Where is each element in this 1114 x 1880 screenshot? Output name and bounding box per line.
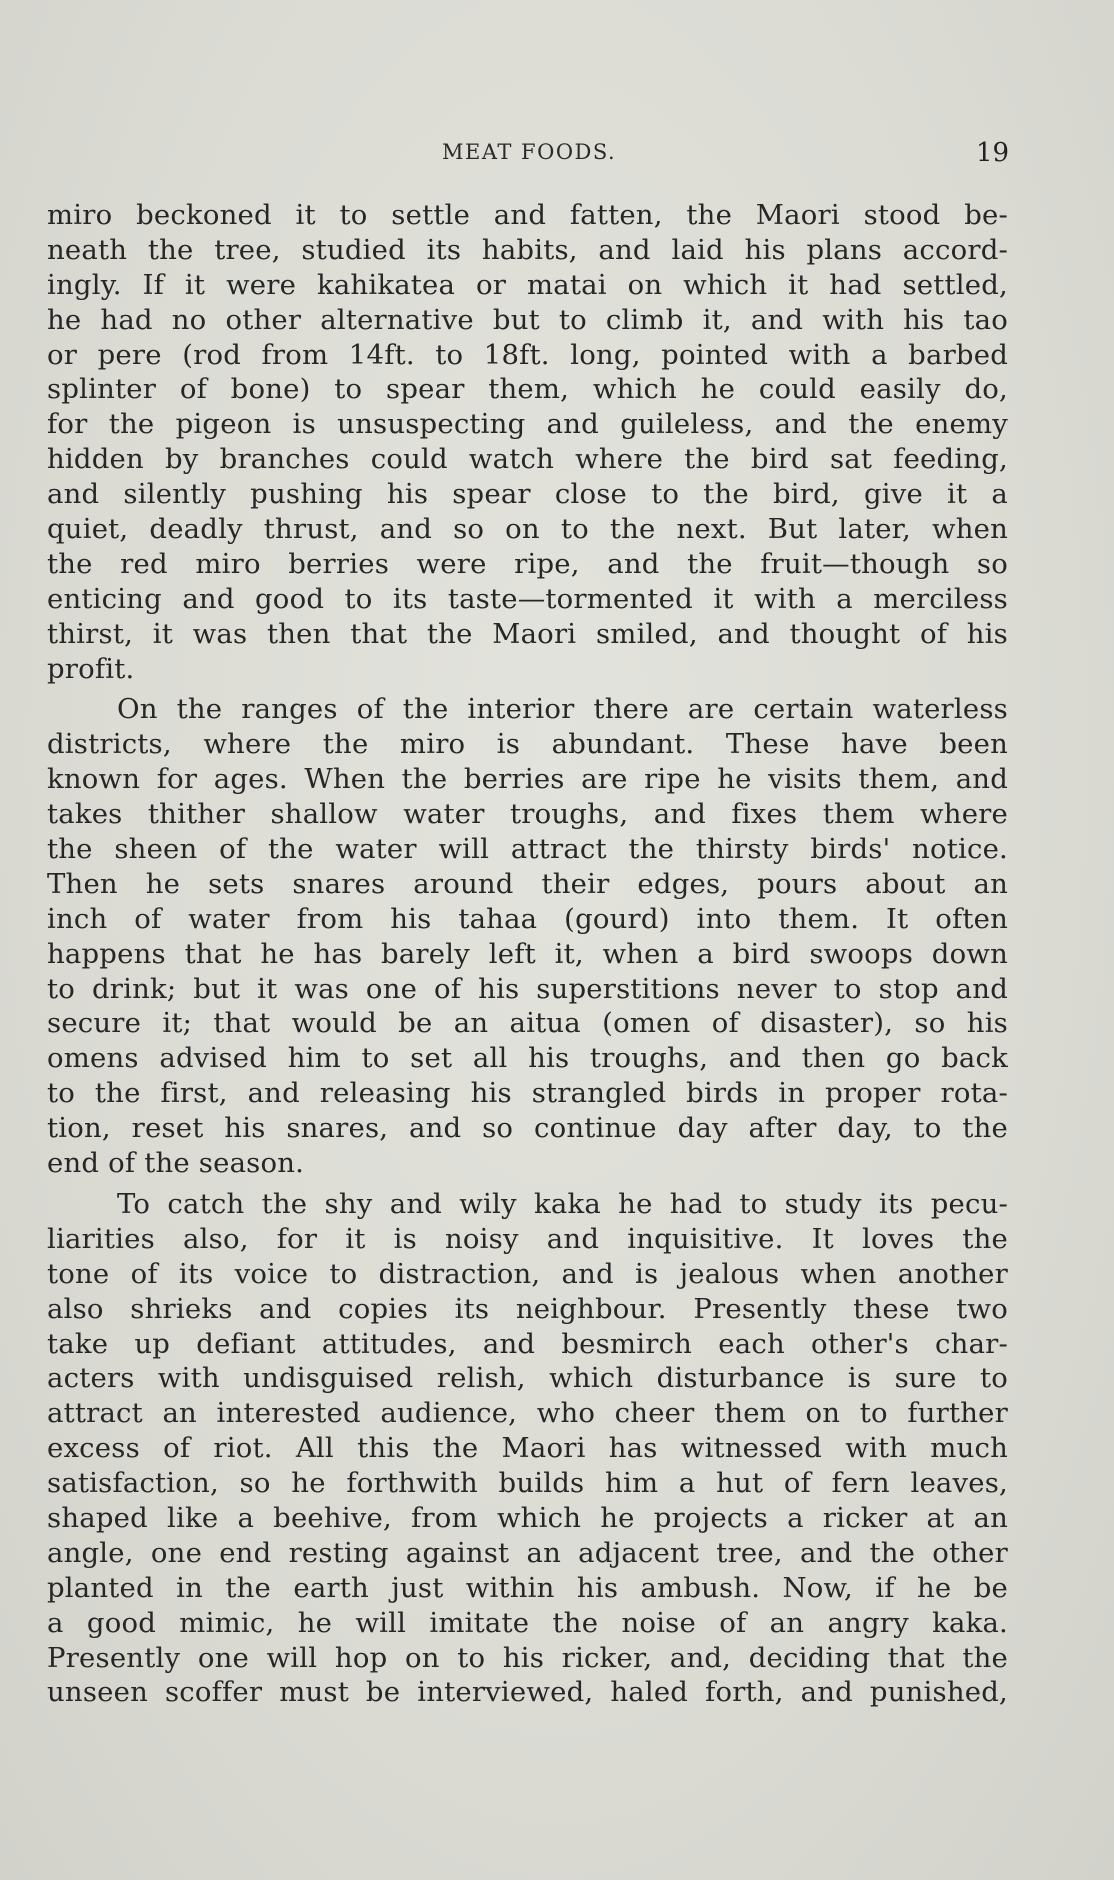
paragraph-2 bbox=[47, 692, 1008, 1180]
text-line: tone of its voice to distraction, and is jealous when another bbox=[47, 1257, 1008, 1290]
text-line: splinter of bone) to spear them, which he could easily do, bbox=[47, 373, 1008, 406]
text-line: to the first, and releasing his strangled birds in proper rota- bbox=[47, 1077, 1008, 1110]
text-line: Presently one will hop on to his ricker, and, deciding that the bbox=[47, 1641, 1008, 1674]
text-line: liarities also, for it is noisy and inquisitive. It loves the bbox=[47, 1222, 1008, 1255]
text-line: a good mimic, he will imitate the noise of an angry kaka. bbox=[47, 1606, 1008, 1639]
text-line: take up defiant attitudes, and besmirch each other's char- bbox=[47, 1327, 1008, 1360]
text-line: planted in the earth just within his ambush. Now, if he be bbox=[47, 1571, 1008, 1604]
text-line: enticing and good to its taste—tormented it with a merciless bbox=[47, 582, 1008, 615]
paragraph-1 bbox=[47, 198, 1008, 686]
text-line: unseen scoffer must be interviewed, haled forth, and punished, bbox=[47, 1676, 1008, 1709]
text-line: happens that he has barely left it, when a bird swoops down bbox=[47, 937, 1008, 970]
text-line: neath the tree, studied its habits, and laid his plans accord- bbox=[47, 233, 1008, 266]
text-line: thirst, it was then that the Maori smiled, and thought of his bbox=[47, 617, 1008, 650]
text-line: miro beckoned it to settle and fatten, the Maori stood be- bbox=[47, 199, 1008, 231]
text-line: he had no other alternative but to climb it, and with his tao bbox=[47, 303, 1008, 336]
paragraph-3 bbox=[47, 1187, 1008, 1710]
text-line: inch of water from his tahaa (gourd) into them. It often bbox=[47, 902, 1008, 935]
text-line: shaped like a beehive, from which he projects a ricker at an bbox=[47, 1501, 1008, 1534]
text-line: To catch the shy and wily kaka he had to study its pecu- bbox=[117, 1187, 1008, 1220]
running-head bbox=[0, 136, 1114, 170]
text-line: end of the season. bbox=[47, 1147, 305, 1180]
text-line: takes thither shallow water troughs, and fixes them where bbox=[47, 798, 1008, 831]
page-number: 19 bbox=[976, 138, 1010, 168]
text-line: profit. bbox=[47, 652, 135, 685]
text-line: to drink; but it was one of his superstitions never to stop and bbox=[47, 972, 1008, 1005]
body-text bbox=[47, 198, 1008, 1710]
text-line: angle, one end resting against an adjacent tree, and the other bbox=[47, 1536, 1008, 1569]
text-line: Then he sets snares around their edges, pours about an bbox=[47, 867, 1008, 900]
text-line: ingly. If it were kahikatea or matai on which it had settled, bbox=[47, 268, 1008, 301]
text-line: acters with undisguised relish, which disturbance is sure to bbox=[47, 1362, 1008, 1395]
text-line: and silently pushing his spear close to the bird, give it a bbox=[47, 478, 1008, 511]
text-line: On the ranges of the interior there are certain waterless bbox=[117, 693, 1008, 726]
text-line: attract an interested audience, who cheer them on to further bbox=[47, 1397, 1008, 1430]
text-line: hidden by branches could watch where the bird sat feeding, bbox=[47, 443, 1008, 476]
text-line: also shrieks and copies its neighbour. Presently these two bbox=[47, 1292, 1008, 1325]
text-line: the red miro berries were ripe, and the fruit—though so bbox=[47, 547, 1008, 580]
text-line: secure it; that would be an aitua (omen of disaster), so his bbox=[47, 1007, 1008, 1040]
text-line: satisfaction, so he forthwith builds him a hut of fern leaves, bbox=[47, 1467, 1008, 1500]
text-line: quiet, deadly thrust, and so on to the next. But later, when bbox=[47, 513, 1008, 546]
chapter-title: MEAT FOODS. bbox=[442, 140, 617, 164]
text-line: omens advised him to set all his troughs, and then go back bbox=[47, 1042, 1008, 1075]
text-line: or pere (rod from 14ft. to 18ft. long, pointed with a barbed bbox=[47, 338, 1008, 371]
text-line: excess of riot. All this the Maori has witnessed with much bbox=[47, 1432, 1008, 1465]
text-line: tion, reset his snares, and so continue day after day, to the bbox=[47, 1112, 1008, 1145]
text-line: for the pigeon is unsuspecting and guileless, and the enemy bbox=[47, 408, 1008, 441]
text-line: the sheen of the water will attract the thirsty birds' notice. bbox=[47, 833, 1008, 866]
text-line: districts, where the miro is abundant. These have been bbox=[47, 728, 1008, 761]
text-line: known for ages. When the berries are ripe he visits them, and bbox=[47, 763, 1008, 796]
